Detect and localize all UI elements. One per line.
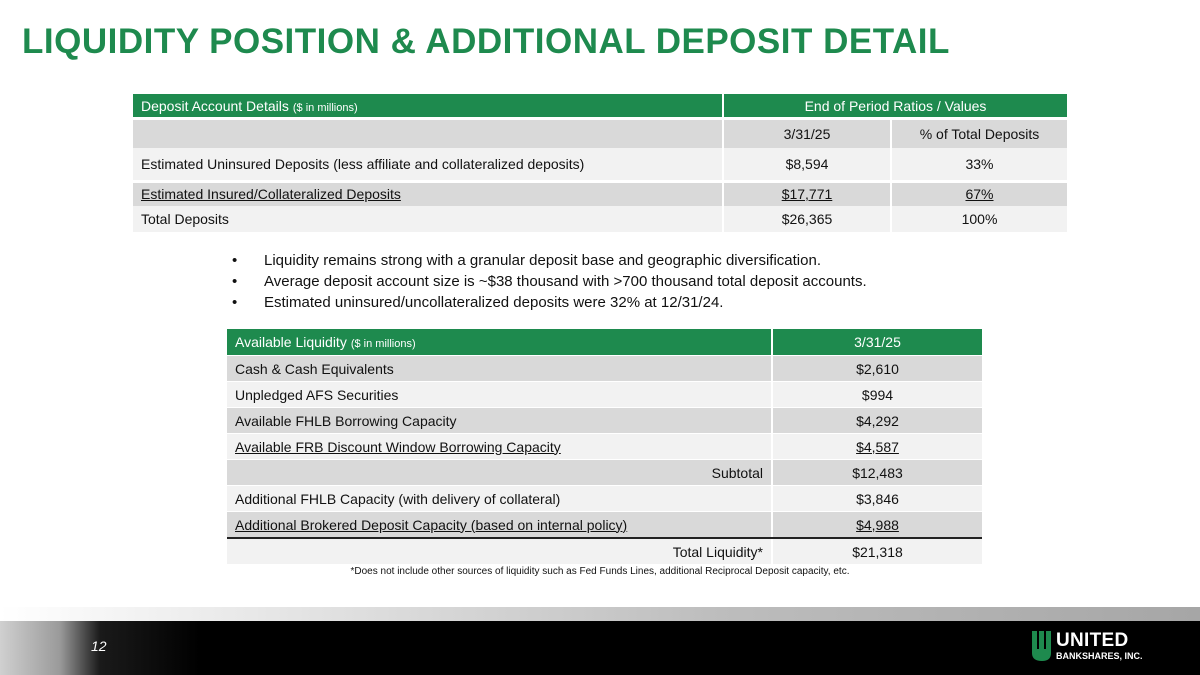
logo-line2: BANKSHARES, INC.: [1056, 651, 1143, 661]
row-value: $4,587: [772, 434, 982, 460]
row-label: Additional Brokered Deposit Capacity (based on internal policy): [227, 512, 772, 539]
logo-mark-icon: [1032, 631, 1052, 661]
col-pct-header: % of Total Deposits: [891, 119, 1067, 148]
table-row: [227, 434, 982, 460]
list-item: [232, 292, 867, 313]
row-label: Available FHLB Borrowing Capacity: [227, 408, 772, 434]
liquidity-header-title: Available Liquidity: [235, 334, 347, 350]
subtotal-label: Subtotal: [227, 460, 772, 486]
row-label: Estimated Uninsured Deposits (less affiliate and collateralized deposits): [133, 148, 723, 182]
deposit-table-subheader: [133, 119, 1067, 148]
bullet-text: Liquidity remains strong with a granular deposit base and geographic diversification.: [264, 252, 821, 269]
available-liquidity-table: [227, 329, 982, 565]
liquidity-header-title-cell: [227, 329, 772, 356]
row-value: $26,365: [723, 206, 891, 232]
col-date-header: 3/31/25: [723, 119, 891, 148]
total-label: Total Liquidity*: [227, 538, 772, 565]
bullet-list: [232, 250, 867, 313]
table-row: [227, 512, 982, 539]
table-row: [133, 182, 1067, 206]
subtotal-row: [227, 460, 982, 486]
page-title: LIQUIDITY POSITION & ADDITIONAL DEPOSIT DETAIL: [22, 22, 950, 61]
deposit-header-unit: ($ in millions): [292, 101, 358, 114]
footnote: *Does not include other sources of liquidity such as Fed Funds Lines, additional Reciprocal Deposit capacity, etc.: [350, 566, 850, 577]
table-row: [227, 382, 982, 408]
row-value: $4,988: [772, 512, 982, 539]
row-value: $2,610: [772, 356, 982, 382]
bullet-glyph: •: [232, 252, 238, 269]
footer-bar: [0, 621, 1200, 675]
row-value: $3,846: [772, 486, 982, 512]
table-row: [227, 408, 982, 434]
row-label: Available FRB Discount Window Borrowing Capacity: [227, 434, 772, 460]
table-row: [227, 356, 982, 382]
list-item: [232, 250, 867, 271]
logo-text: [1056, 631, 1143, 662]
row-value: $994: [772, 382, 982, 408]
list-item: [232, 271, 867, 292]
table-row: [133, 148, 1067, 182]
footer-band: [0, 607, 1200, 621]
row-value: $4,292: [772, 408, 982, 434]
bullet-text: Average deposit account size is ~$38 thousand with >700 thousand total deposit accounts.: [264, 273, 867, 290]
deposit-header-title-cell: [133, 94, 723, 119]
bullet-glyph: •: [232, 294, 238, 311]
liquidity-header-date: 3/31/25: [772, 329, 982, 356]
page-number: 12: [91, 638, 107, 654]
total-value: $21,318: [772, 538, 982, 565]
table-row: [133, 206, 1067, 232]
row-pct: 67%: [891, 182, 1067, 206]
subheader-blank-cell: [133, 119, 723, 148]
row-label: Total Deposits: [133, 206, 723, 232]
deposit-header-title: Deposit Account Details: [141, 97, 289, 114]
liquidity-table-header: [227, 329, 982, 356]
row-pct: 100%: [891, 206, 1067, 232]
bullet-text: Estimated uninsured/uncollateralized deposits were 32% at 12/31/24.: [264, 294, 724, 311]
row-label: Additional FHLB Capacity (with delivery of collateral): [227, 486, 772, 512]
liquidity-header-unit: ($ in millions): [350, 338, 416, 350]
bullet-glyph: •: [232, 273, 238, 290]
company-logo: [1032, 631, 1143, 662]
deposit-header-right: End of Period Ratios / Values: [723, 94, 1067, 119]
table-row: [227, 486, 982, 512]
row-label: Unpledged AFS Securities: [227, 382, 772, 408]
row-value: $17,771: [723, 182, 891, 206]
row-label: Cash & Cash Equivalents: [227, 356, 772, 382]
subtotal-value: $12,483: [772, 460, 982, 486]
logo-line1: UNITED: [1056, 630, 1129, 651]
deposit-table-header: [133, 94, 1067, 119]
row-pct: 33%: [891, 148, 1067, 182]
total-row: [227, 538, 982, 565]
row-value: $8,594: [723, 148, 891, 182]
deposit-account-details-table: [133, 94, 1067, 232]
row-label: Estimated Insured/Collateralized Deposits: [133, 182, 723, 206]
